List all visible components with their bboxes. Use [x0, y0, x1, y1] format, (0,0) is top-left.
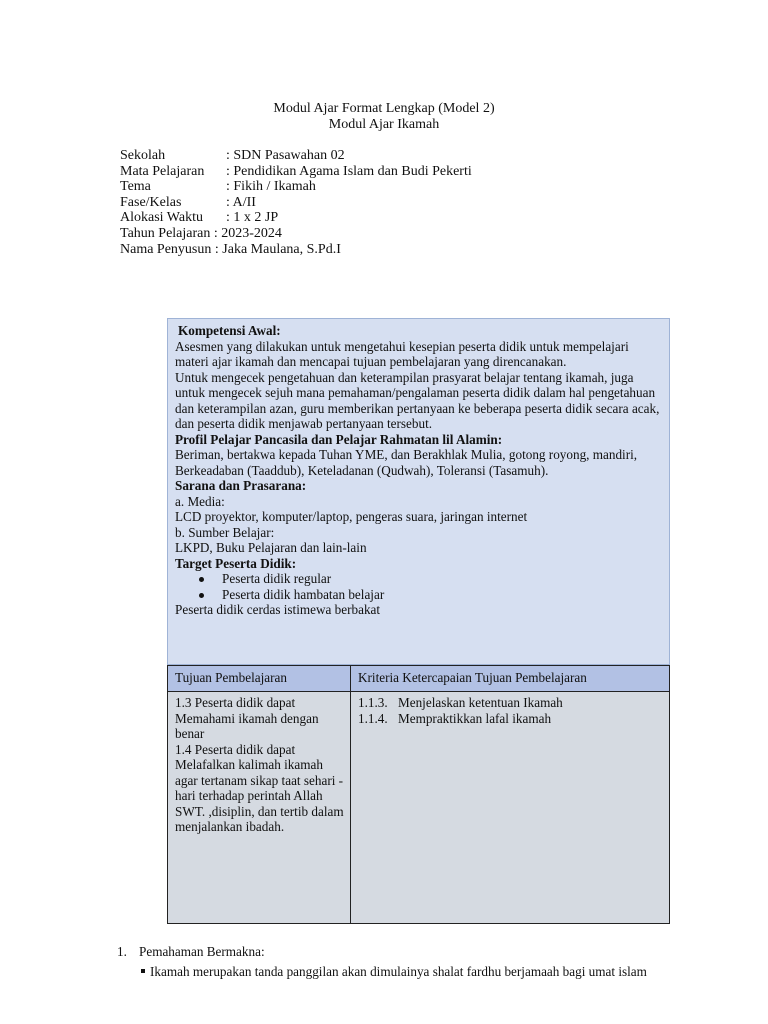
column-divider	[350, 666, 351, 923]
meta-row-nama-penyusun	[120, 242, 472, 258]
meta-key: Tahun Pelajaran	[120, 225, 211, 241]
meta-value: : Fikih / Ikamah	[226, 179, 316, 195]
tujuan-item: 1.3 Peserta didik dapat Memahami ikamah dengan benar	[175, 695, 319, 741]
bullet-icon	[141, 969, 145, 973]
sumber-text: LKPD, Buku Pelajaran dan lain-lain	[175, 540, 367, 555]
tujuan-cell	[175, 695, 347, 835]
meta-value: : A/II	[226, 194, 256, 210]
meta-key: Sekolah	[120, 148, 166, 163]
kriteria-item	[358, 711, 658, 727]
target-list	[175, 571, 663, 602]
header-tujuan: Tujuan Pembelajaran	[175, 670, 287, 685]
meta-key: Fase/Kelas	[120, 194, 182, 210]
kompetensi-content	[175, 323, 663, 618]
list-item: Peserta didik hambatan belajar	[175, 587, 663, 603]
tujuan-item: 1.4 Peserta didik dapat Melafalkan kalimah ikamah agar tertanam sikap taat sehari -hari terhadap perintah Allah SWT. ,disiplin, dan tertib dalam menjalankan ibadah.	[175, 741, 344, 834]
kriteria-text: Menjelaskan ketentuan Ikamah	[398, 695, 563, 710]
tujuan-table	[167, 665, 670, 924]
meta-value: : 1 x 2 JP	[226, 210, 279, 226]
meta-key: Tema	[120, 179, 151, 195]
header-kriteria: Kriteria Ketercapaian Tujuan Pembelajaran	[358, 670, 587, 685]
kriteria-cell	[358, 695, 658, 726]
kriteria-item	[358, 695, 658, 711]
meta-row-mata-pelajaran	[120, 164, 472, 180]
profil-heading: Profil Pelajar Pancasila dan Pelajar Rahmatan lil Alamin:	[175, 431, 503, 447]
media-label: a. Media:	[175, 493, 225, 509]
sarana-heading: Sarana dan Prasarana:	[175, 478, 307, 493]
meta-row-sekolah	[120, 148, 472, 164]
document-title: Modul Ajar Format Lengkap (Model 2)	[273, 101, 495, 116]
meta-value: : 2023-2024	[213, 225, 282, 241]
kompetensi-box	[167, 318, 670, 665]
meta-key: Alokasi Waktu	[120, 210, 203, 226]
meta-value: : Jaka Maulana, S.Pd.I	[214, 241, 341, 257]
kompetensi-paragraph: Asesmen yang dilakukan untuk mengetahui kesepian peserta didik untuk mempelajari materi ajar ikamah dan mencapai tujuan pembelajaran yang direncanakan.	[175, 338, 629, 369]
kriteria-number: 1.1.3.	[358, 695, 388, 710]
meta-row-tema	[120, 179, 472, 195]
kompetensi-paragraph: Untuk mengecek pengetahuan dan keterampilan prasyarat belajar tentang ikamah, juga untuk mengecek sejuh mana pemahaman/pengalaman peserta didik dalam hal pengetahuan dan keterampilan azan, guru memberikan pertanyaan ke beberapa peserta didik secara acak, dan peserta didik menjawab pertanyaan tersebut.	[175, 369, 660, 431]
sumber-label: b. Sumber Belajar:	[175, 524, 275, 540]
profil-text: Beriman, bertakwa kepada Tuhan YME, dan Berakhlak Mulia, gotong royong, mandiri, Berkeadaban (Taaddub), Keteladanan (Qudwah), Toleransi (Tasamuh).	[175, 447, 638, 478]
meta-value: : Pendidikan Agama Islam dan Budi Pekerti	[226, 163, 472, 179]
document-subtitle: Modul Ajar Ikamah	[328, 117, 440, 132]
meta-key: Mata Pelajaran	[120, 163, 205, 179]
meta-row-fase-kelas	[120, 195, 472, 211]
meta-key: Nama Penyusun	[120, 241, 212, 257]
numbered-heading	[117, 944, 265, 960]
pemahaman-point	[139, 964, 669, 980]
pemahaman-text: Ikamah merupakan tanda panggilan akan dimulainya shalat fardhu berjamaah bagi umat islam	[150, 964, 647, 979]
target-extra: Peserta didik cerdas istimewa berbakat	[175, 602, 381, 617]
target-heading: Target Peserta Didik:	[175, 555, 297, 571]
meta-value: : SDN Pasawahan 02	[226, 148, 345, 163]
list-item: Peserta didik regular	[175, 571, 663, 587]
pemahaman-heading: Pemahaman Bermakna:	[139, 944, 265, 959]
kriteria-text: Mempraktikkan lafal ikamah	[398, 710, 552, 726]
meta-row-tahun-pelajaran	[120, 226, 472, 242]
kompetensi-heading: Kompetensi Awal:	[178, 323, 281, 338]
identity-block	[120, 148, 472, 257]
kriteria-number: 1.1.4.	[358, 710, 388, 726]
meta-row-alokasi-waktu	[120, 210, 472, 226]
list-number: 1.	[117, 944, 127, 959]
media-text: LCD proyektor, komputer/laptop, pengeras suara, jaringan internet	[175, 509, 528, 524]
